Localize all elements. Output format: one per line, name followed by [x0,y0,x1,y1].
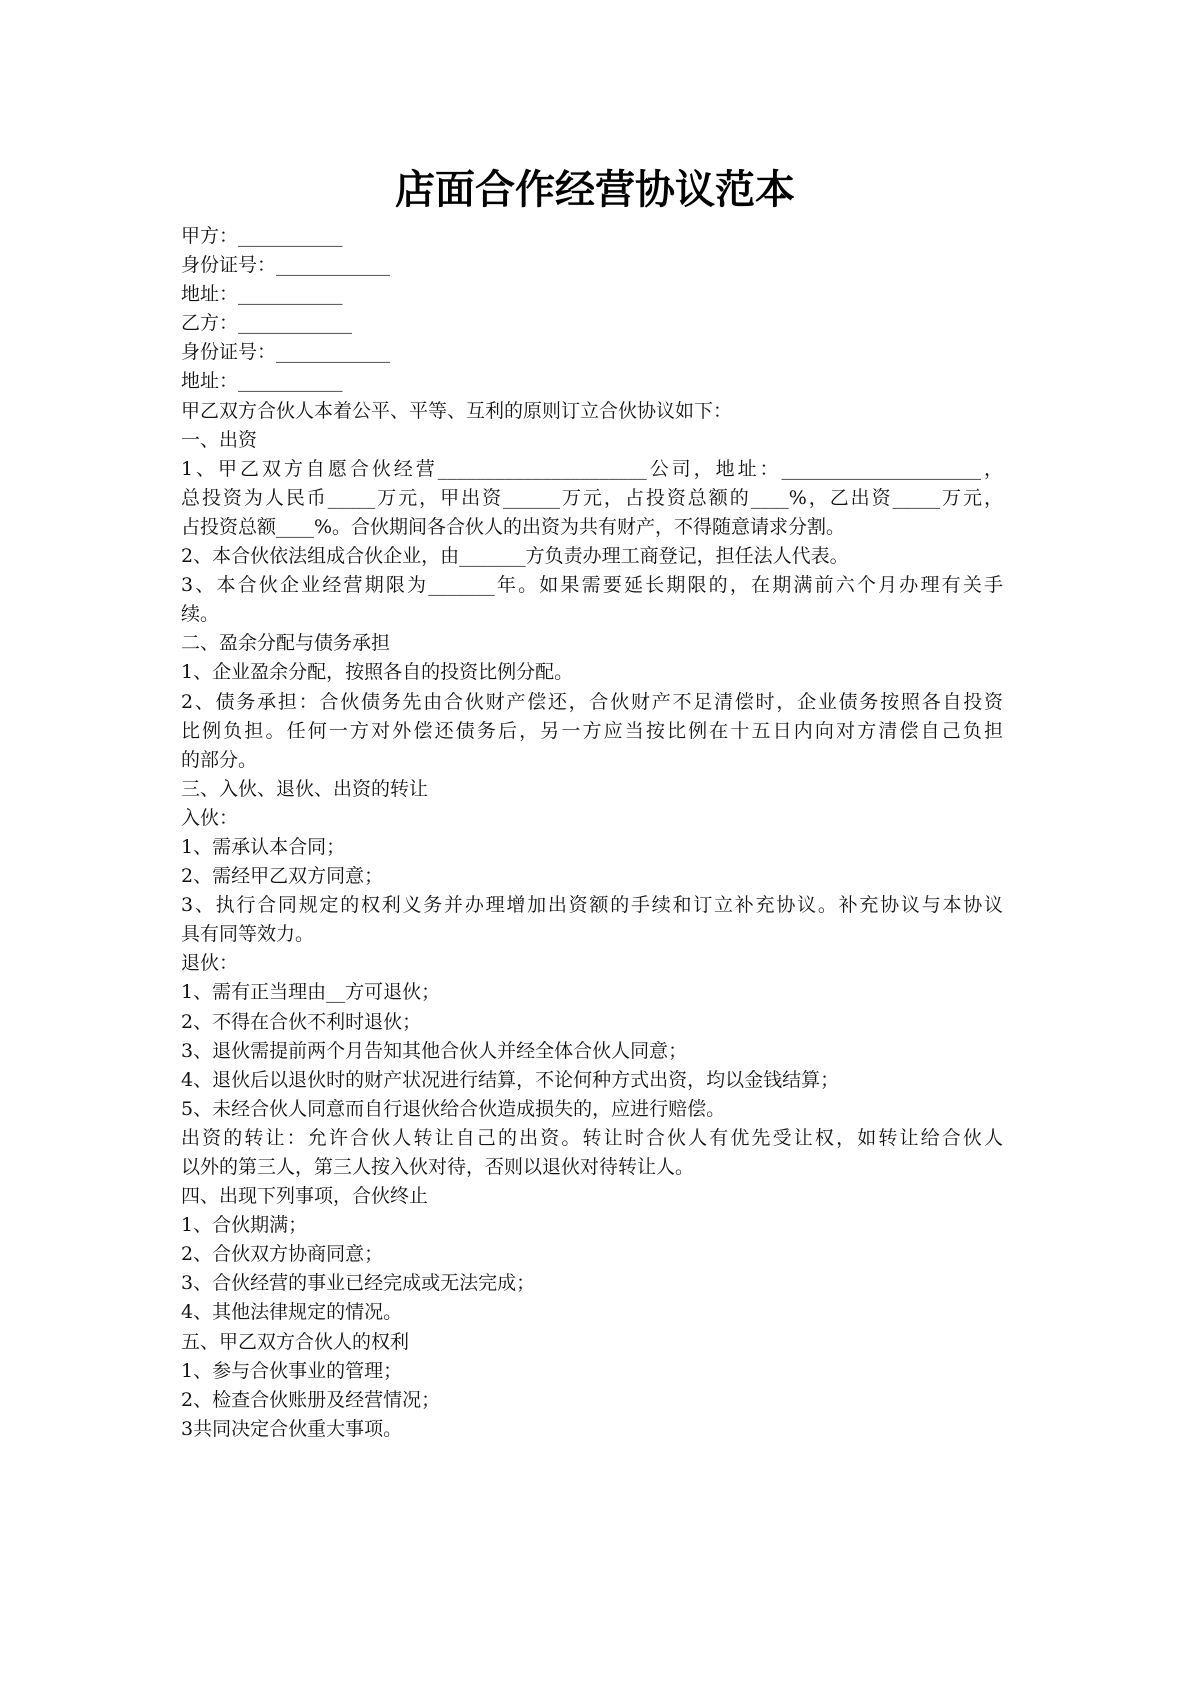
clause-line: 1、参与合伙事业的管理； [181,1359,403,1382]
clause-line: 出资的转让：允许合伙人转让自己的出资。转让时合伙人有优先受让权，如转让给合伙人 [181,1126,1003,1149]
clause-line: 2、合伙双方协商同意； [181,1243,384,1266]
party-a-id-field: 身份证号：____________ [181,254,391,277]
clause-line: 1、需承认本合同； [181,835,346,858]
clause-line: 3、退伙需提前两个月告知其他合伙人并经全体合伙人同意； [181,1039,688,1062]
preamble: 甲乙双方合伙人本着公平、平等、互利的原则订立合伙协议如下： [181,399,733,422]
section-heading-2: 二、盈余分配与债务承担 [181,632,391,655]
clause-line: 1、合伙期满； [181,1214,308,1237]
clause-line: 具有同等效力。 [181,923,315,946]
clause-line: 以外的第三人，第三人按入伙对待，否则以退伙对待转让人。 [181,1156,695,1178]
clause-line: 总投资为人民币_____万元，甲出资______万元，占投资总额的____%，乙出资_____万元， [181,486,1003,509]
party-a-field: 甲方：___________ [181,225,343,247]
clause-line: 2、本合伙依法组成合伙企业，由_______方负责办理工商登记，担任法人代表。 [181,545,849,568]
document-body [181,222,1003,1444]
clause-line: 2、需经甲乙双方同意； [181,865,384,888]
clause-line: 1、企业盈余分配，按照各自的投资比例分配。 [181,661,574,684]
party-b-field: 乙方：____________ [181,312,353,335]
clause-line: 占投资总额____%。合伙期间各合伙人的出资为共有财产，不得随意请求分割。 [181,515,846,538]
clause-line: 4、退伙后以退伙时的财产状况进行结算，不论何种方式出资，均以金钱结算； [181,1068,840,1091]
section-heading-5: 五、甲乙双方合伙人的权利 [181,1330,410,1353]
party-a-address-field: 地址：___________ [181,283,343,306]
clause-line: 2、债务承担：合伙债务先由合伙财产偿还，合伙财产不足清偿时，企业债务按照各自投资 [181,690,1003,713]
clause-line: 3、合伙经营的事业已经完成或无法完成； [181,1272,536,1295]
clause-line: 3、本合伙企业经营期限为_______年。如果需要延长期限的，在期满前六个月办理有关手 [181,574,1003,597]
party-b-address-field: 地址：___________ [181,370,343,393]
section-heading-4: 四、出现下列事项，合伙终止 [181,1185,429,1208]
clause-line: 1、甲乙双方自愿合伙经营______________________公司，地址：_____________________， [181,457,1003,480]
clause-line: 4、其他法律规定的情况。 [181,1301,403,1324]
clause-line: 的部分。 [181,748,258,771]
clause-line: 2、检查合伙账册及经营情况； [181,1388,441,1411]
subheading-withdraw: 退伙： [181,952,239,975]
clause-line: 1、需有正当理由__方可退伙； [181,981,441,1004]
party-b-id-field: 身份证号：____________ [181,341,391,364]
section-heading-3: 三、入伙、退伙、出资的转让 [181,777,429,800]
document-title: 店面合作经营协议范本 [395,167,795,213]
clause-line: 续。 [181,603,220,626]
clause-line: 3、执行合同规定的权利义务并办理增加出资额的手续和订立补充协议。补充协议与本协议 [181,894,1003,917]
clause-line: 5、未经合伙人同意而自行退伙给合伙造成损失的，应进行赔偿。 [181,1097,726,1120]
clause-line: 比例负担。任何一方对外偿还债务后，另一方应当按比例在十五日内向对方清偿自己负担 [181,719,1003,742]
clause-line: 2、不得在合伙不利时退伙； [181,1010,422,1033]
section-heading-1: 一、出资 [181,428,258,451]
subheading-join: 入伙： [181,806,239,829]
clause-line: 3共同决定合伙重大事项。 [181,1417,403,1440]
